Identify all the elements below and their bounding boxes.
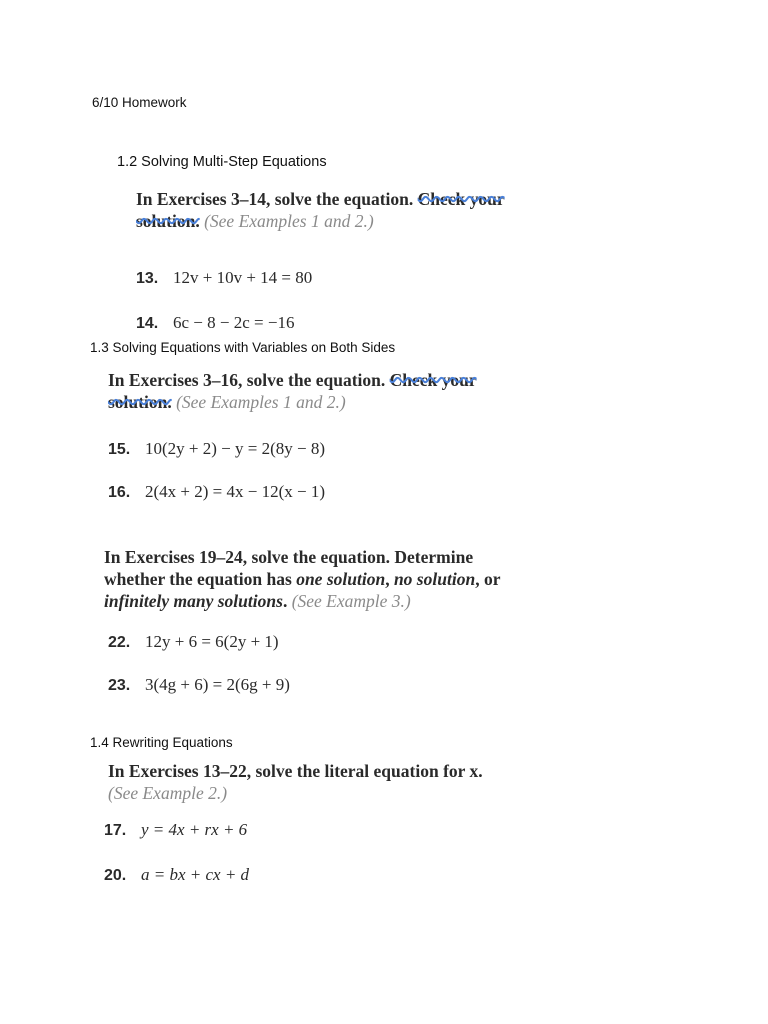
instruction-1-2 (136, 188, 536, 232)
exercise-equation: 12y + 6 = 6(2y + 1) (145, 632, 279, 651)
exercise-equation: 6c − 8 − 2c = −16 (173, 313, 295, 332)
section-heading-1-2: 1.2 Solving Multi-Step Equations (117, 154, 327, 170)
instruction-1-4 (108, 760, 528, 804)
example-reference: (See Example 2.) (108, 783, 228, 803)
exercise-23 (108, 675, 290, 695)
instruction-main: In Exercises 13–22, solve the literal equation for x. (108, 761, 483, 781)
section-heading-1-4: 1.4 Rewriting Equations (90, 735, 233, 750)
exercise-16 (108, 482, 325, 502)
exercise-number: 13. (136, 270, 159, 287)
separator: , or (475, 569, 501, 589)
one-solution-term: one solution (296, 569, 386, 589)
instruction-main: In Exercises 3–16, solve the equation. (108, 370, 390, 390)
exercise-number: 15. (108, 441, 131, 458)
instruction-main: In Exercises 19–24, solve the equation. Determine whether the equation has (104, 547, 474, 589)
exercise-15 (108, 439, 325, 459)
instruction-1-3-b (104, 546, 524, 612)
infinitely-many-term: infinitely many solutions (104, 591, 283, 611)
exercise-equation: y = 4x + rx + 6 (141, 820, 248, 839)
instruction-1-3-a (108, 369, 488, 413)
exercise-equation: 2(4x + 2) = 4x − 12(x − 1) (145, 482, 325, 501)
exercise-20 (104, 865, 249, 885)
exercise-equation: 12v + 10v + 14 = 80 (173, 268, 313, 287)
exercise-equation: 10(2y + 2) − y = 2(8y − 8) (145, 439, 325, 458)
exercise-equation: a = bx + cx + d (141, 865, 250, 884)
example-reference: (See Example 3.) (287, 591, 411, 611)
instruction-main: In Exercises 3–14, solve the equation. (136, 189, 418, 209)
exercise-number: 20. (104, 867, 127, 884)
exercise-22 (108, 632, 279, 652)
exercise-number: 16. (108, 484, 131, 501)
separator: , (385, 569, 394, 589)
check-your-solution-struck: Check your solution. (136, 189, 505, 231)
exercise-17 (104, 820, 247, 840)
check-your-solution-struck: Check your solution. (108, 370, 477, 412)
exercise-number: 17. (104, 822, 127, 839)
exercise-equation: 3(4g + 6) = 2(6g + 9) (145, 675, 290, 694)
section-heading-1-3: 1.3 Solving Equations with Variables on Both Sides (90, 340, 396, 355)
exercise-14 (136, 313, 294, 333)
example-reference: (See Examples 1 and 2.) (199, 211, 374, 231)
example-reference: (See Examples 1 and 2.) (171, 392, 346, 412)
page-title: 6/10 Homework (92, 95, 187, 110)
exercise-number: 23. (108, 677, 131, 694)
exercise-13 (136, 268, 312, 288)
period: . (282, 591, 288, 611)
exercise-number: 22. (108, 634, 131, 651)
exercise-number: 14. (136, 315, 159, 332)
no-solution-term: no solution (393, 569, 476, 589)
